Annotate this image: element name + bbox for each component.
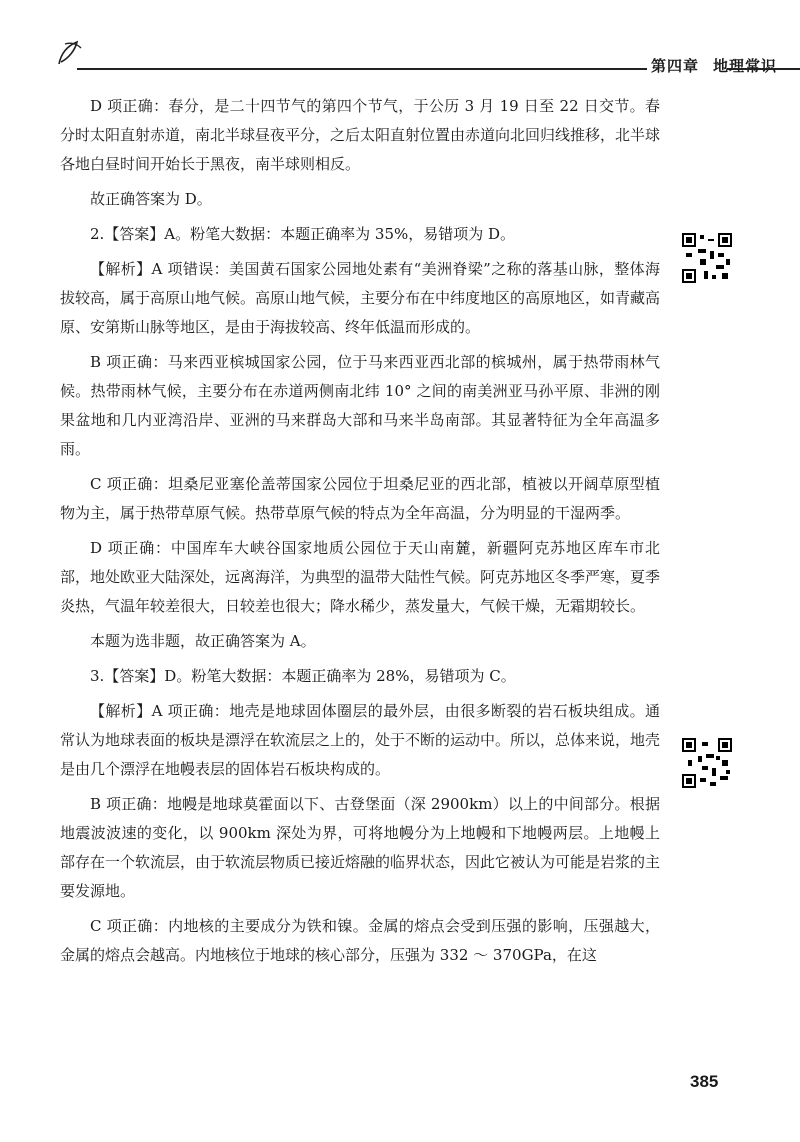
question-2-answer: 2.【答案】A。粉笔大数据：本题正确率为 35%，易错项为 D。 xyxy=(90,225,516,243)
page-number: 385 xyxy=(690,1072,719,1091)
answer-line-1: 故正确答案为 D。 xyxy=(90,190,212,208)
chapter-title: 地理常识 xyxy=(713,57,778,75)
question-2-analysis-b: B 项正确：马来西亚槟城国家公园，位于马来西亚西北部的槟城州，属于热带雨林气候。热带雨林气候，主要分布在赤道两侧南北纬 10° 之间的南美洲亚马孙平原、非洲的刚果盆地和几内亚湾沿岸、亚洲的马来群岛大部和马来半岛南部。其显著特征为全年高温多雨。 xyxy=(60,353,660,458)
leaf-icon xyxy=(55,38,85,68)
header-rule-right xyxy=(727,68,800,70)
question-3-analysis-b: B 项正确：地幔是地球莫霍面以下、古登堡面（深 2900km）以上的中间部分。根据地震波波速的变化，以 900km 深处为界，可将地幔分为上地幔和下地幔两层。上地幔上部存在一个软流层，由于软流层物质已接近熔融的临界状态，因此它被认为可能是岩浆的主要发源地。 xyxy=(60,795,661,900)
question-2-analysis-d: D 项正确：中国库车大峡谷国家地质公园位于天山南麓，新疆阿克苏地区库车市北部，地处欧亚大陆深处，远离海洋，为典型的温带大陆性气候。阿克苏地区冬季严寒，夏季炎热，气温年较差很大，日较差也很大；降水稀少，蒸发量大，气候干燥，无霜期较长。 xyxy=(60,539,661,615)
page-body xyxy=(60,92,660,976)
paragraph-d-spring-equinox: D 项正确：春分，是二十四节气的第四个节气，于公历 3 月 19 日至 22 日交节。春分时太阳直射赤道，南北半球昼夜平分，之后太阳直射位置由赤道向北回归线推移，北半球各地白昼时间开始长于黑夜，南半球则相反。 xyxy=(60,97,661,173)
answer-line-2: 本题为选非题，故正确答案为 A。 xyxy=(90,632,316,650)
qr-code-question-2[interactable] xyxy=(682,233,732,283)
question-3-answer: 3.【答案】D。粉笔大数据：本题正确率为 28%，易错项为 C。 xyxy=(90,667,516,685)
question-3-analysis-a: 【解析】A 项正确：地壳是地球固体圈层的最外层，由很多断裂的岩石板块组成。通常认为地球表面的板块是漂浮在软流层之上的，处于不断的运动中。所以，总体来说，地壳是由几个漂浮在地幔表层的固体岩石板块构成的。 xyxy=(60,702,661,778)
question-2-analysis-a: 【解析】A 项错误：美国黄石国家公园地处素有“美洲脊梁”之称的落基山脉，整体海拔较高，属于高原山地气候。高原山地气候，主要分布在中纬度地区的高原地区，如青藏高原、安第斯山脉等地区，是由于海拔较高、终年低温而形成的。 xyxy=(60,260,661,336)
question-3-analysis-c: C 项正确：内地核的主要成分为铁和镍。金属的熔点会受到压强的影响，压强越大，金属的熔点会越高。内地核位于地球的核心部分，压强为 332 ～ 370GPa，在这 xyxy=(60,917,660,964)
header-rule-left xyxy=(77,68,647,70)
chapter-number: 第四章 xyxy=(651,57,700,75)
qr-code-question-3[interactable] xyxy=(682,738,732,788)
chapter-heading xyxy=(651,55,791,76)
question-2-analysis-c: C 项正确：坦桑尼亚塞伦盖蒂国家公园位于坦桑尼亚的西北部，植被以开阔草原型植物为主，属于热带草原气候。热带草原气候的特点为全年高温，分为明显的干湿两季。 xyxy=(60,475,660,522)
page-header xyxy=(55,38,778,78)
